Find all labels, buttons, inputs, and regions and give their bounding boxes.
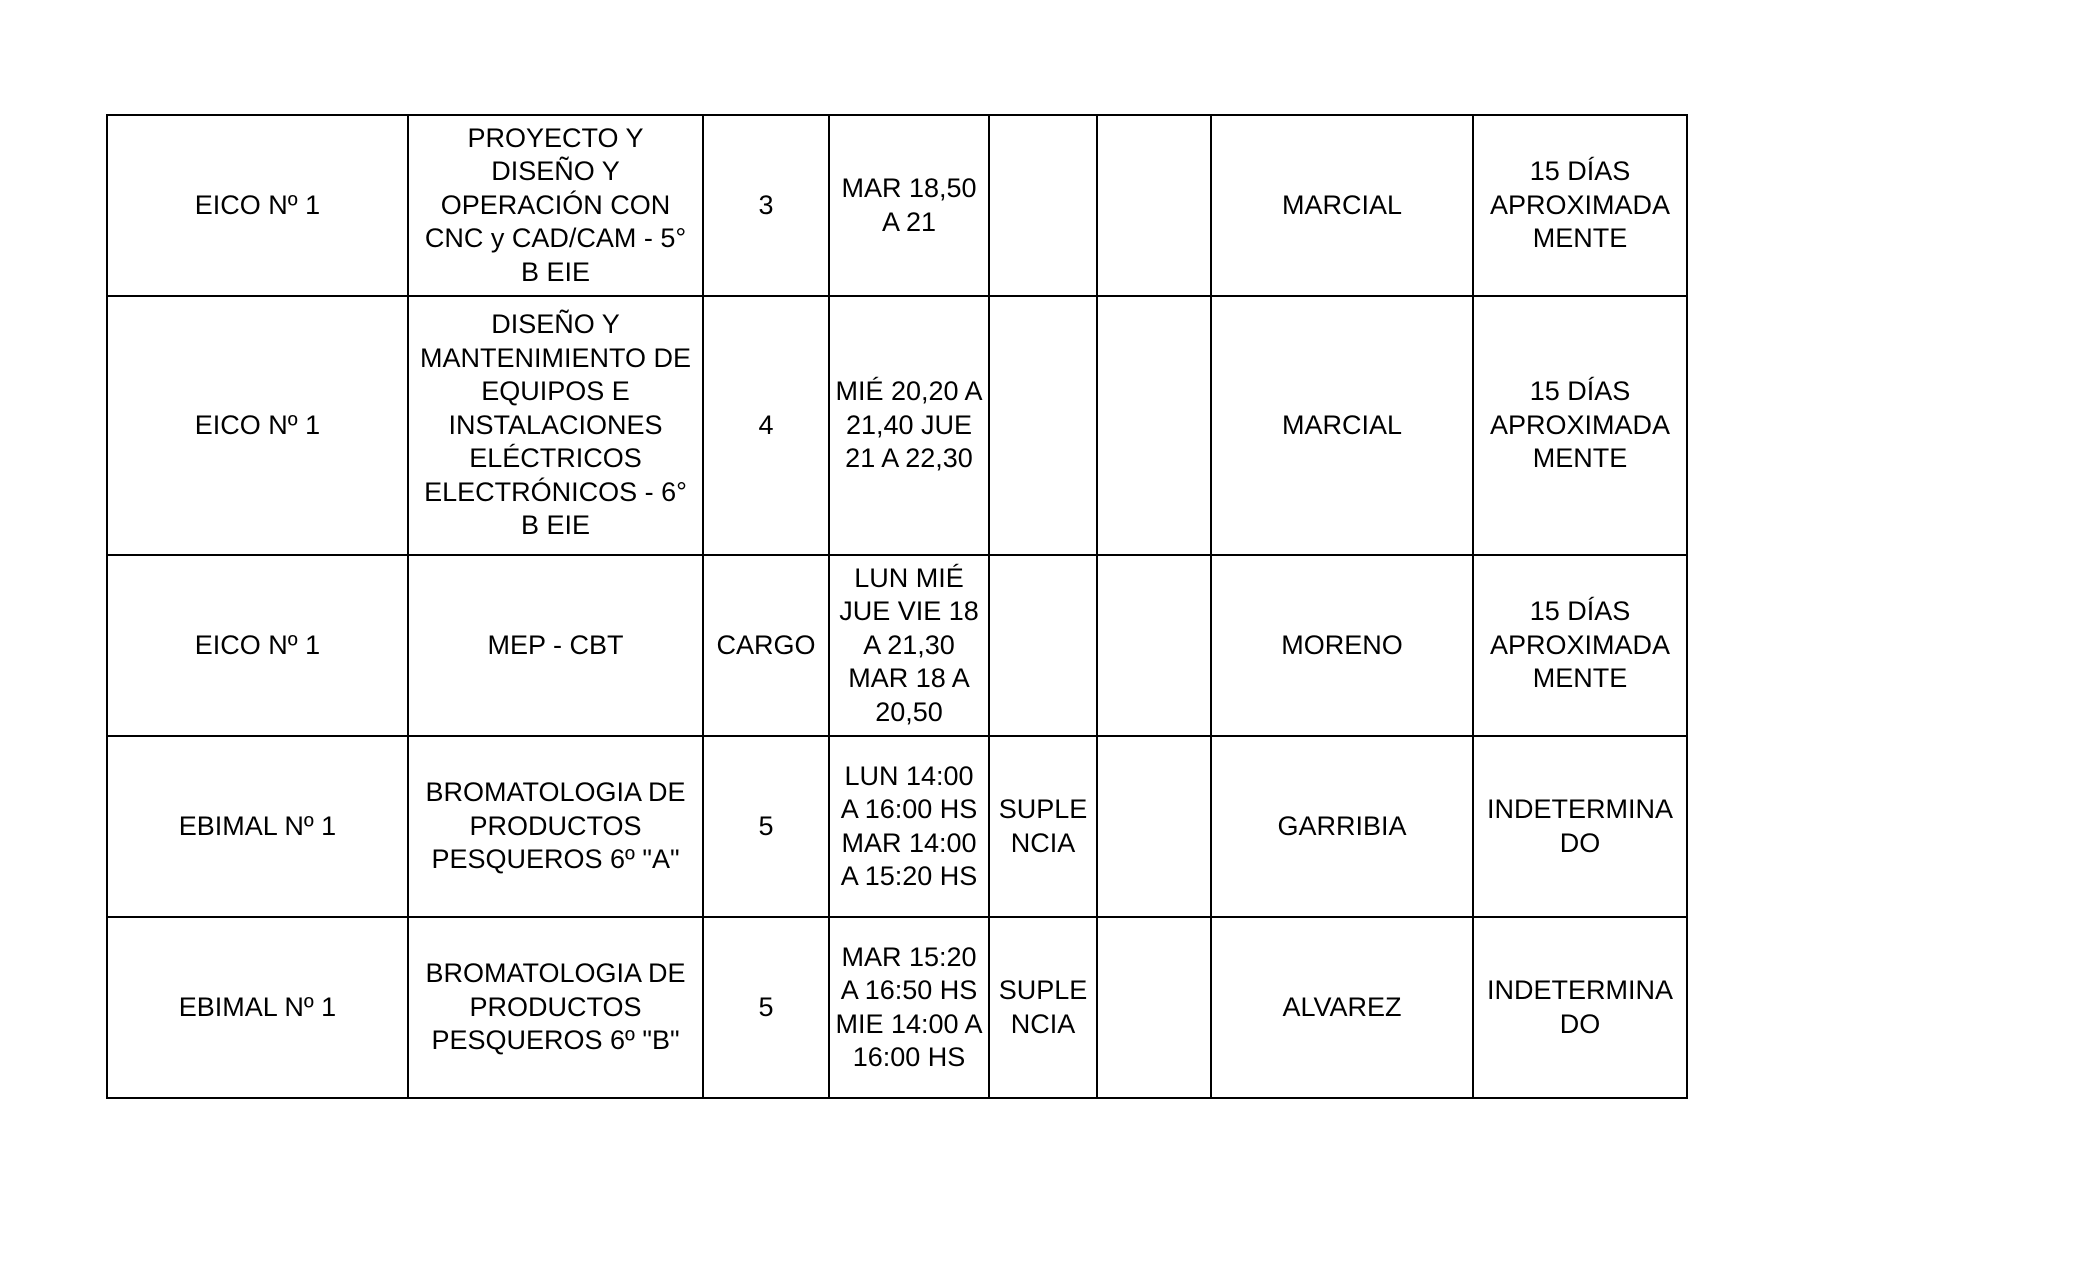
vacancy-table <box>106 114 1688 1099</box>
empty-cell <box>1097 296 1211 555</box>
school-cell: EICO Nº 1 <box>107 555 408 736</box>
schedule-cell: MAR 18,50 A 21 <box>829 115 989 296</box>
subject-cell: MEP - CBT <box>408 555 703 736</box>
table-row <box>107 115 1687 296</box>
subject-cell: BROMATOLOGIA DE PRODUCTOS PESQUEROS 6º "B" <box>408 917 703 1098</box>
duration-cell: INDETERMINA DO <box>1473 736 1687 917</box>
table-row <box>107 555 1687 736</box>
type-cell: SUPLE NCIA <box>989 736 1097 917</box>
hours-cell: 5 <box>703 736 829 917</box>
school-cell: EICO Nº 1 <box>107 115 408 296</box>
subject-cell: DISEÑO Y MANTENIMIENTO DE EQUIPOS E INSTALACIONES ELÉCTRICOS ELECTRÓNICOS - 6° B EIE <box>408 296 703 555</box>
table-row <box>107 917 1687 1098</box>
school-cell: EBIMAL Nº 1 <box>107 917 408 1098</box>
type-cell <box>989 555 1097 736</box>
duration-cell: 15 DÍAS APROXIMADA MENTE <box>1473 555 1687 736</box>
hours-cell: 5 <box>703 917 829 1098</box>
empty-cell <box>1097 917 1211 1098</box>
table-row <box>107 296 1687 555</box>
type-cell <box>989 296 1097 555</box>
teacher-cell: MARCIAL <box>1211 115 1473 296</box>
duration-cell: 15 DÍAS APROXIMADA MENTE <box>1473 296 1687 555</box>
type-cell: SUPLE NCIA <box>989 917 1097 1098</box>
schedule-cell: MAR 15:20 A 16:50 HS MIE 14:00 A 16:00 HS <box>829 917 989 1098</box>
teacher-cell: ALVAREZ <box>1211 917 1473 1098</box>
duration-cell: 15 DÍAS APROXIMADA MENTE <box>1473 115 1687 296</box>
school-cell: EICO Nº 1 <box>107 296 408 555</box>
schedule-cell: LUN 14:00 A 16:00 HS MAR 14:00 A 15:20 HS <box>829 736 989 917</box>
subject-cell: BROMATOLOGIA DE PRODUCTOS PESQUEROS 6º "A" <box>408 736 703 917</box>
hours-cell: 4 <box>703 296 829 555</box>
teacher-cell: MARCIAL <box>1211 296 1473 555</box>
duration-cell: INDETERMINA DO <box>1473 917 1687 1098</box>
hours-cell: CARGO <box>703 555 829 736</box>
schedule-cell: LUN MIÉ JUE VIE 18 A 21,30 MAR 18 A 20,50 <box>829 555 989 736</box>
table-row <box>107 736 1687 917</box>
type-cell <box>989 115 1097 296</box>
empty-cell <box>1097 555 1211 736</box>
schedule-cell: MIÉ 20,20 A 21,40 JUE 21 A 22,30 <box>829 296 989 555</box>
teacher-cell: GARRIBIA <box>1211 736 1473 917</box>
hours-cell: 3 <box>703 115 829 296</box>
empty-cell <box>1097 115 1211 296</box>
subject-cell: PROYECTO Y DISEÑO Y OPERACIÓN CON CNC y CAD/CAM - 5° B EIE <box>408 115 703 296</box>
empty-cell <box>1097 736 1211 917</box>
school-cell: EBIMAL Nº 1 <box>107 736 408 917</box>
teacher-cell: MORENO <box>1211 555 1473 736</box>
